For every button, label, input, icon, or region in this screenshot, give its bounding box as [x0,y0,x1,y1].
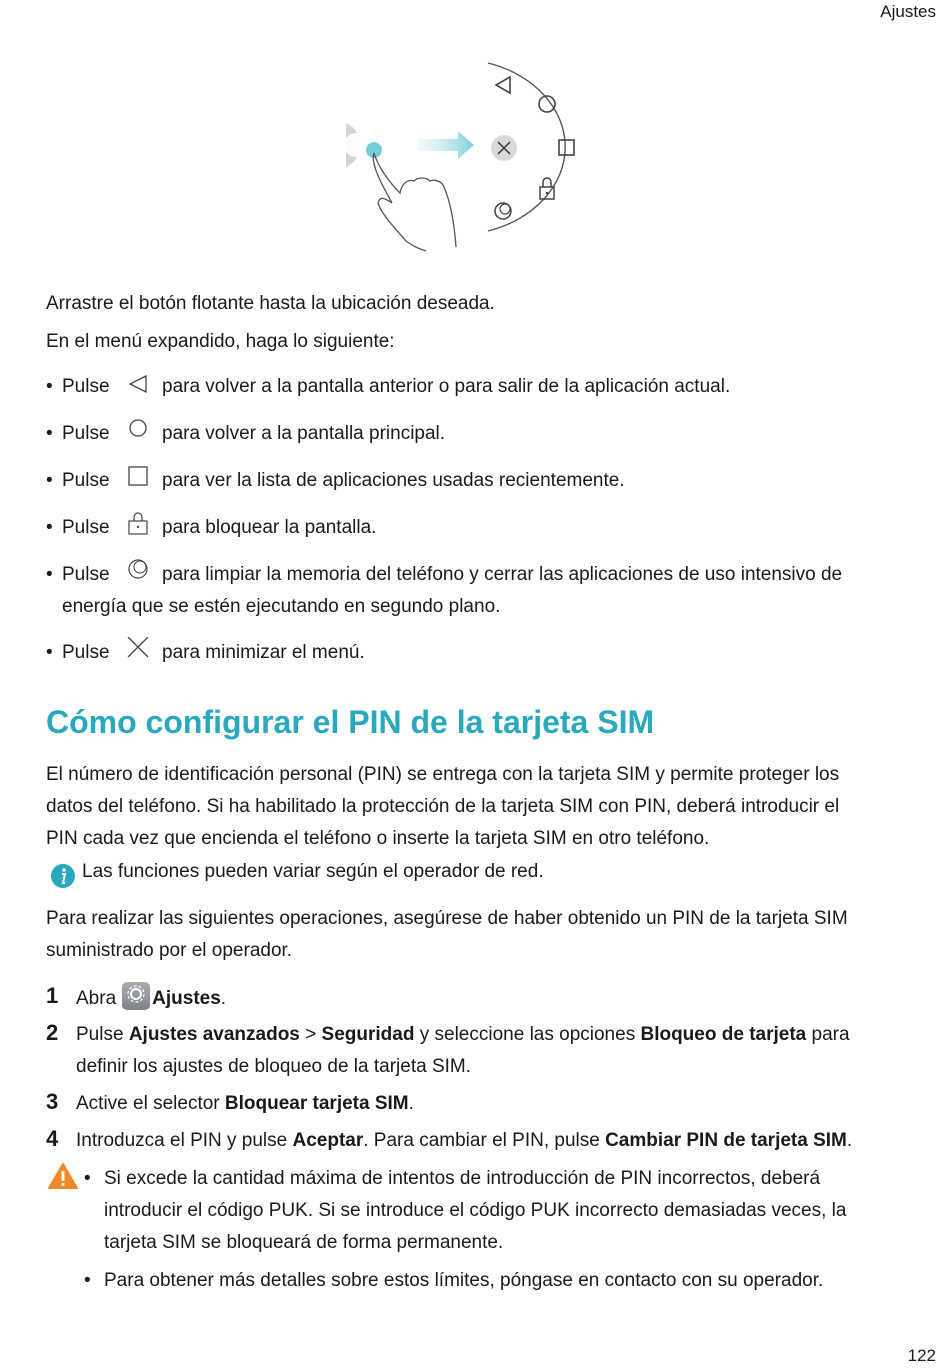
warning-line: Si excede la cantidad máxima de intentos de introducción de PIN incorrectos, deberá [104,1168,821,1189]
step-number: 4 [46,1126,59,1151]
step-2-continued: definir los ajustes de bloqueo de la tarjeta SIM. [76,1056,472,1077]
lock-icon [126,512,150,542]
bullet-text-continued: energía que se estén ejecutando en segundo plano. [62,596,501,617]
section-label: Ajustes [880,2,936,21]
bullet-text: para volver a la pantalla anterior o para salir de la aplicación actual. [162,376,731,397]
home-circle-icon [126,418,150,448]
note-text: Las funciones pueden variar según el operador de red. [82,861,544,882]
paragraph-line: suministrado por el operador. [46,940,293,961]
list-item: • Pulse para bloquear la pantalla. [46,512,110,544]
recents-square-icon [126,465,150,495]
paragraph-line: PIN cada vez que encienda el teléfono o inserte la tarjeta SIM en otro teléfono. [46,828,710,849]
bullet-dot: • [46,423,53,444]
intro-line-1: Arrastre el botón flotante hasta la ubicación deseada. [46,293,495,314]
bullet-dot: • [46,376,53,397]
back-triangle-icon [496,77,510,93]
back-triangle-icon [126,371,150,401]
recents-square-icon [559,140,574,155]
list-item: • Pulse para limpiar la memoria del teléfono y cerrar las aplicaciones de uso intensivo de [46,559,110,591]
settings-app-icon [122,982,150,1010]
close-x-icon [126,637,150,667]
step-1: Abra Ajustes. [76,982,226,1015]
intro-line-2: En el menú expandido, haga lo siguiente: [46,331,395,352]
bullet-text: para limpiar la memoria del teléfono y cerrar las aplicaciones de uso intensivo de [162,564,843,585]
step-number: 1 [46,983,59,1008]
bullet-dot: • [46,517,53,538]
bullet-dot: • [46,564,53,585]
step-3: Active el selector Bloquear tarjeta SIM. [76,1093,414,1114]
floating-menu-illustration [330,55,610,255]
hand-icon [373,153,456,251]
page-number: 122 [907,1346,936,1365]
bullet-dot: • [46,470,53,491]
bullet-text: para ver la lista de aplicaciones usadas recientemente. [162,470,625,491]
warning-icon [47,1162,79,1190]
bullet-text: para minimizar el menú. [162,642,365,663]
info-icon [50,863,76,889]
list-item: • Pulse para ver la lista de aplicaciones usadas recientemente. [46,465,110,497]
step-number: 3 [46,1089,59,1114]
warning-bullet-dot: • [84,1270,91,1291]
paragraph-line: datos del teléfono. Si ha habilitado la protección de la tarjeta SIM con PIN, deberá introducir el [46,796,840,817]
list-item: • Pulse para volver a la pantalla anterior o para salir de la aplicación actual. [46,371,110,403]
step-4: Introduzca el PIN y pulse Aceptar. Para cambiar el PIN, pulse Cambiar PIN de tarjeta SIM. [76,1130,853,1151]
warning-line: introducir el código PUK. Si se introduce el código PUK incorrecto demasiadas veces, la [104,1200,847,1221]
bullet-text: para volver a la pantalla principal. [162,423,446,444]
bullet-text: para bloquear la pantalla. [162,517,377,538]
warning-bullet-dot: • [84,1168,91,1189]
warning-line: Para obtener más detalles sobre estos límites, póngase en contacto con su operador. [104,1270,824,1291]
paragraph-line: El número de identificación personal (PIN) se entrega con la tarjeta SIM y permite proteger los [46,764,840,785]
drag-arrow [418,131,474,159]
warning-line: tarjeta SIM se bloqueará de forma permanente. [104,1232,504,1253]
clean-memory-icon [495,203,511,219]
paragraph-line: Para realizar las siguientes operaciones, asegúrese de haber obtenido un PIN de la tarjeta SIM [46,908,848,929]
clean-memory-icon [126,559,150,589]
list-item: • Pulse para volver a la pantalla principal. [46,418,110,450]
step-2: Pulse Ajustes avanzados > Seguridad y seleccione las opciones Bloqueo de tarjeta para [76,1024,850,1045]
step-number: 2 [46,1020,59,1045]
list-item: • Pulse para minimizar el menú. [46,637,110,669]
bullet-dot: • [46,642,53,663]
section-heading: Cómo configurar el PIN de la tarjeta SIM [46,704,655,740]
settings-label: Ajustes [152,988,221,1009]
